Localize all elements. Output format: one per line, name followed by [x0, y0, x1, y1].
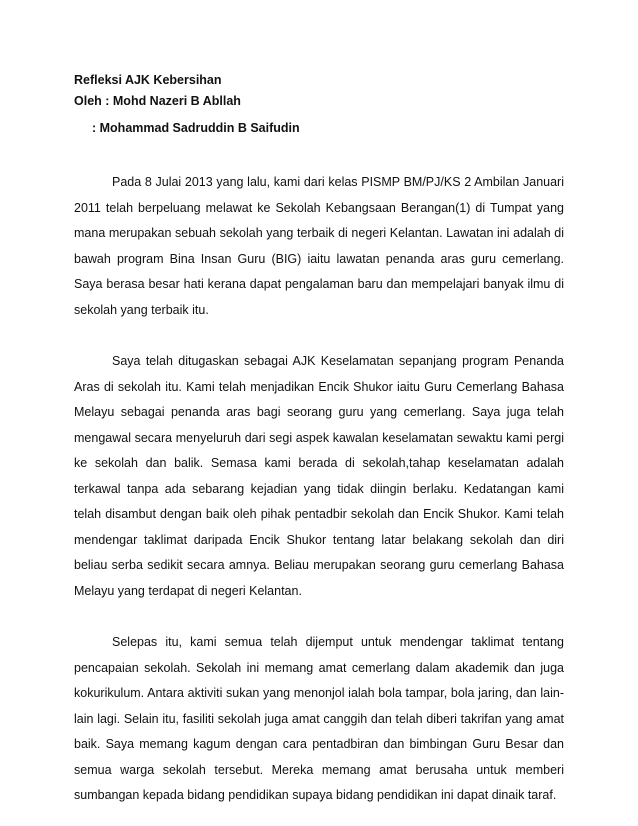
paragraph-2: Saya telah ditugaskan sebagai AJK Keselamatan sepanjang program Penanda Aras di sekolah itu. Kami telah menjadikan Encik Shukor iaitu Guru Cemerlang Bahasa Melayu sebagai penanda aras bagi seorang guru yang cemerlang. Saya juga telah mengawal secara menyeluruh dari segi aspek kawalan keselamatan sewaktu kami pergi ke sekolah dan balik. Semasa kami berada di sekolah,tahap keselamatan adalah terkawal tanpa ada sebarang kejadian yang tidak diingin berlaku. Kedatangan kami telah disambut dengan baik oleh pihak pentadbir sekolah dan Encik Shukor. Kami telah mendengar taklimat daripada Encik Shukor tentang latar belakang sekolah dan diri beliau serba sedikit secara amnya. Beliau merupakan seorang guru cemerlang Bahasa Melayu yang terdapat di negeri Kelantan.: [74, 354, 564, 598]
author-line: Oleh : Mohd Nazeri B Abllah: [74, 94, 241, 108]
paragraph-3: Selepas itu, kami semua telah dijemput untuk mendengar taklimat tentang pencapaian sekolah. Sekolah ini memang amat cemerlang dalam akademik dan juga kokurikulum. Antara aktiviti sukan yang menonjol ialah bola tampar, bola jaring, dan lain-lain lagi. Selain itu, fasiliti sekolah juga amat canggih dan telah diberi takrifan yang amat baik. Saya memang kagum dengan cara pentadbiran dan bimbingan Guru Besar dan semua warga sekolah tersebut. Mereka memang amat berusaha untuk memberi sumbangan kepada bidang pendidikan supaya bidang pendidikan ini dapat dinaik taraf.: [74, 635, 564, 802]
paragraph-1: Pada 8 Julai 2013 yang lalu, kami dari kelas PISMP BM/PJ/KS 2 Ambilan Januari 2011 telah berpeluang melawat ke Sekolah Kebangsaan Berangan(1) di Tumpat yang mana merupakan sebuah sekolah yang terbaik di negeri Kelantan. Lawatan ini adalah di bawah program Bina Insan Guru (BIG) iaitu lawatan penanda aras guru cemerlang. Saya berasa besar hati kerana dapat pengalaman baru dan mempelajari banyak ilmu di sekolah yang terbaik itu.: [74, 175, 564, 317]
coauthor-line: : Mohammad Sadruddin B Saifudin: [92, 121, 300, 135]
document-title: Refleksi AJK Kebersihan: [74, 73, 222, 87]
document-body: [74, 70, 564, 809]
